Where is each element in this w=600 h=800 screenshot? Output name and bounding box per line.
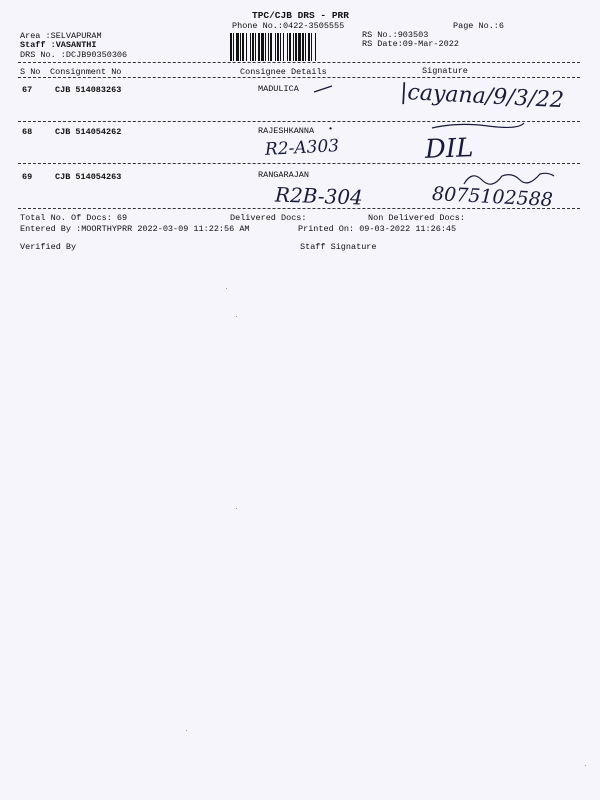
handwritten-signature: DIL (424, 133, 474, 165)
verified-by: Verified By (20, 242, 77, 252)
scan-speck (585, 765, 586, 766)
staff-signature: Staff Signature (300, 242, 377, 252)
drs-number: DRS No. :DCJB90350306 (20, 50, 128, 60)
barcode (230, 33, 352, 61)
entered-by: Entered By :MOORTHYPRR 2022-03-09 11:22:56 AM (20, 224, 250, 234)
handwritten-flat-number: R2B-304 (274, 182, 364, 210)
scan-speck (226, 288, 227, 289)
non-delivered-docs: Non Delivered Docs: (368, 213, 465, 223)
row-consignment-no: CJB 514083263 (55, 85, 122, 95)
row-sno: 68 (22, 127, 33, 137)
area-field: Area :SELVAPURAM (20, 31, 102, 41)
header-rule-top (18, 62, 580, 63)
rs-date: RS Date:09-Mar-2022 (362, 39, 459, 49)
row-consignee: RANGARAJAN (258, 170, 310, 180)
row-divider (18, 163, 580, 164)
handwritten-flat-number: R2-A303 (264, 136, 340, 160)
barcode-bar (316, 33, 318, 61)
column-header-signature: Signature (422, 66, 468, 76)
column-header-consignment: Consignment No (50, 67, 122, 77)
row-divider (18, 208, 580, 209)
header-rule-bottom (18, 77, 580, 78)
document-title: TPC/CJB DRS - PRR (252, 10, 349, 21)
row-consignment-no: CJB 514054262 (55, 127, 122, 137)
staff-field: Staff :VASANTHI (20, 40, 97, 50)
row-consignment-no: CJB 514054263 (55, 172, 122, 182)
column-header-consignee: Consignee Details (240, 67, 327, 77)
page-number: Page No.:6 (453, 21, 505, 31)
dot-mark: • (328, 124, 334, 134)
tick-mark-icon (312, 84, 334, 96)
column-header-sno: S No (20, 67, 41, 77)
delivered-docs: Delivered Docs: (230, 213, 307, 223)
handwritten-phone-number: 8075102588 (431, 182, 554, 212)
scan-speck (186, 730, 187, 731)
row-consignee: MADULICA (258, 84, 299, 94)
printed-on: Printed On: 09-03-2022 11:26:45 (298, 224, 457, 234)
row-sno: 69 (22, 172, 33, 182)
scan-speck (236, 508, 237, 509)
row-sno: 67 (22, 85, 33, 95)
rs-number: RS No.:903503 (362, 30, 429, 40)
row-divider (18, 121, 580, 122)
handwritten-signature: |cayana/9/3/22 (399, 79, 565, 114)
row-consignee: RAJESHKANNA (258, 126, 315, 136)
phone-number: Phone No.:0422-3505555 (232, 21, 345, 31)
total-docs: Total No. Of Docs: 69 (20, 213, 128, 223)
scan-speck (236, 316, 237, 317)
